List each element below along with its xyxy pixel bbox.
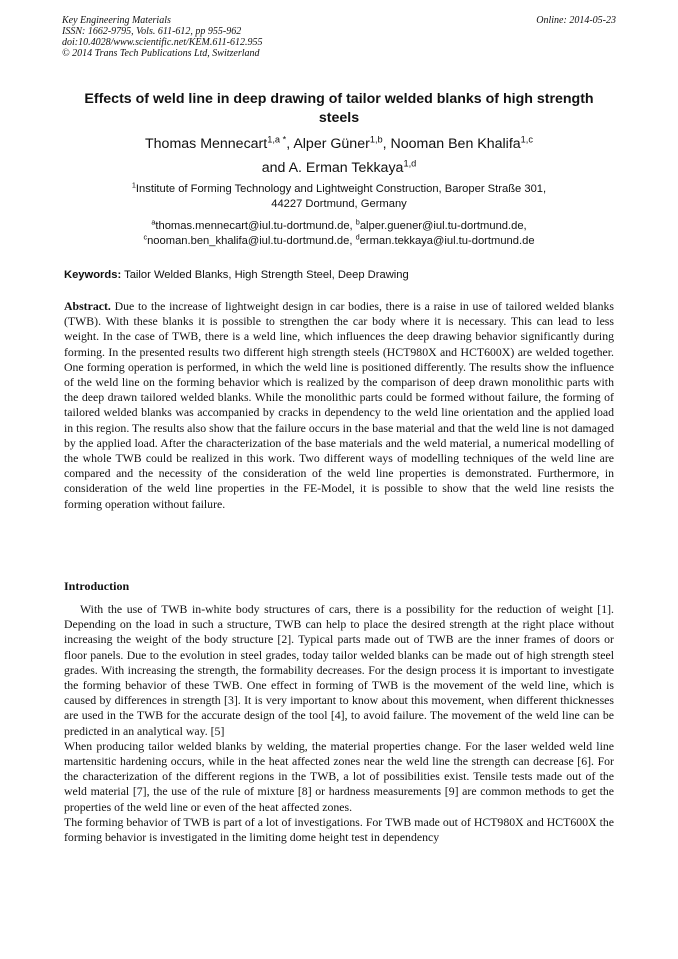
author: Thomas Mennecart$^{1,a *}$, xyxy=(145,134,294,152)
keywords xyxy=(64,268,614,283)
copyright-line: © 2014 Trans Tech Publications Ltd, Switzerland xyxy=(62,48,260,59)
email-link[interactable]: nooman.ben_khalifa@iul.tu-dortmund.de, xyxy=(147,235,353,247)
author: and A. Erman Tekkaya$^{1,d}$ xyxy=(261,158,417,176)
online-date: Online: 2014-05-23 xyxy=(536,15,616,26)
keywords-label: Keywords: xyxy=(64,269,122,281)
abstract xyxy=(64,299,614,512)
introduction-body xyxy=(64,602,614,845)
abstract-text: Due to the increase of lightweight design in car bodies, there is a raise in use of tailored welded blanks (TWB). With these blanks it is possible to strengthen the car body where it is necessary. This can lead to less weight. In the case of TWB, there is a weld line, which influences the deep drawing behavior significantly during forming. In the presented results two different high strength steels (HCT980X and HCT600X) are welded together. One forming operation is performed, in which the weld line is positioned differently. The results show the influence of the weld line on the forming behavior which is realized by the comparison of deep drawn monolithic parts with the deep drawn tailored welded blanks. While the monolithic parts could be formed without failure, the forming of tailored welded blanks was accompanied by cracks in dependency to the weld line orientation and the applied load in this region. The results also show that the failure occurs in the base material and that the weld line is not damaged by the applied load. After the characterization of the base materials and the weld material, a numerical modelling of the whole TWB could be realized in this work. Two different ways of modelling techniques of the weld line are compared and the necessity of the consideration of the weld line properties is demonstrated. Furthermore, in consideration of the weld line properties in the FE-Model, it is possible to show that the weld line resists the forming operation without failure. xyxy=(64,299,614,511)
author: Nooman Ben Khalifa$^{1,c}$ xyxy=(390,134,533,152)
doi-line: doi:10.4028/www.scientific.net/KEM.611-612.955 xyxy=(62,37,263,48)
paragraph: The forming behavior of TWB is part of a lot of investigations. For TWB made out of HCT980X and HCT600X the forming behavior is investigated in the limiting dome height test in dependency xyxy=(64,814,614,845)
section-heading-introduction: Introduction xyxy=(64,579,130,593)
journal-header xyxy=(62,15,616,59)
paragraph: When producing tailor welded blanks by welding, the material properties change. For the laser welded weld line martensitic hardening occurs, while in the heat affected zones near the weld line the strength can decrease [6]. For the characterization of the different regions in the TWB, a lot of possibilities exist. Tensile tests made out of the weld material [7], the use of the rule of mixture [8] or hardness measurements [9] are common methods to get the properties of the weld line or even of the heat affected zones. xyxy=(64,738,614,814)
keywords-text: Tailor Welded Blanks, High Strength Steel, Deep Drawing xyxy=(124,269,409,281)
affiliation: $^1$Institute of Forming Technology and Lightweight Construction, Baroper Straße 301, 44227 Dortmund, Germany xyxy=(131,180,547,210)
paragraph: With the use of TWB in-white body structures of cars, there is a possibility for the reduction of weight [1]. Depending on the load in such a structure, TWB can help to place the desired strength at the right place without increasing the weight of the body structure [2]. Typical parts made out of TWB are the inner frames of doors or floor panels. Due to the evolution in steel grades, today tailor welded blanks can be made out of high strength steel grades. With increasing the strength, the formability decreases. For the design process it is important to investigate the forming behavior of these TWB. One effect in forming of TWB is the movement of the weld line, which is caused by differences in strength [3]. It is very important to know about this movement, when different thicknesses are used in the TWB for the accurate design of the tool [4], to avoid failure. The movement of the weld line can be predicted in an analytical way. [5] xyxy=(64,602,614,738)
email-link[interactable]: thomas.mennecart@iul.tu-dortmund.de, xyxy=(155,220,353,232)
email-link[interactable]: alper.guener@iul.tu-dortmund.de, xyxy=(359,220,527,232)
author-list xyxy=(64,132,614,180)
email-link[interactable]: erman.tekkaya@iul.tu-dortmund.de xyxy=(359,235,535,247)
paper-title: Effects of weld line in deep drawing of tailor welded blanks of high strength steels xyxy=(84,91,594,126)
author: Alper Güner$^{1,b}$, xyxy=(293,134,391,152)
journal-name: Key Engineering Materials xyxy=(62,15,171,26)
email-list: $^a$thomas.mennecart@iul.tu-dortmund.de, $^b$alper.guener@iul.tu-dortmund.de, $^c$nooman.ben_khalifa@iul.tu-dortmund.de, $^d$erman.tekkaya@iul.tu-dortmund.de xyxy=(143,217,535,247)
abstract-label: Abstract. xyxy=(64,299,111,313)
issn-line: ISSN: 1662-9795, Vols. 611-612, pp 955-962 xyxy=(62,26,242,37)
